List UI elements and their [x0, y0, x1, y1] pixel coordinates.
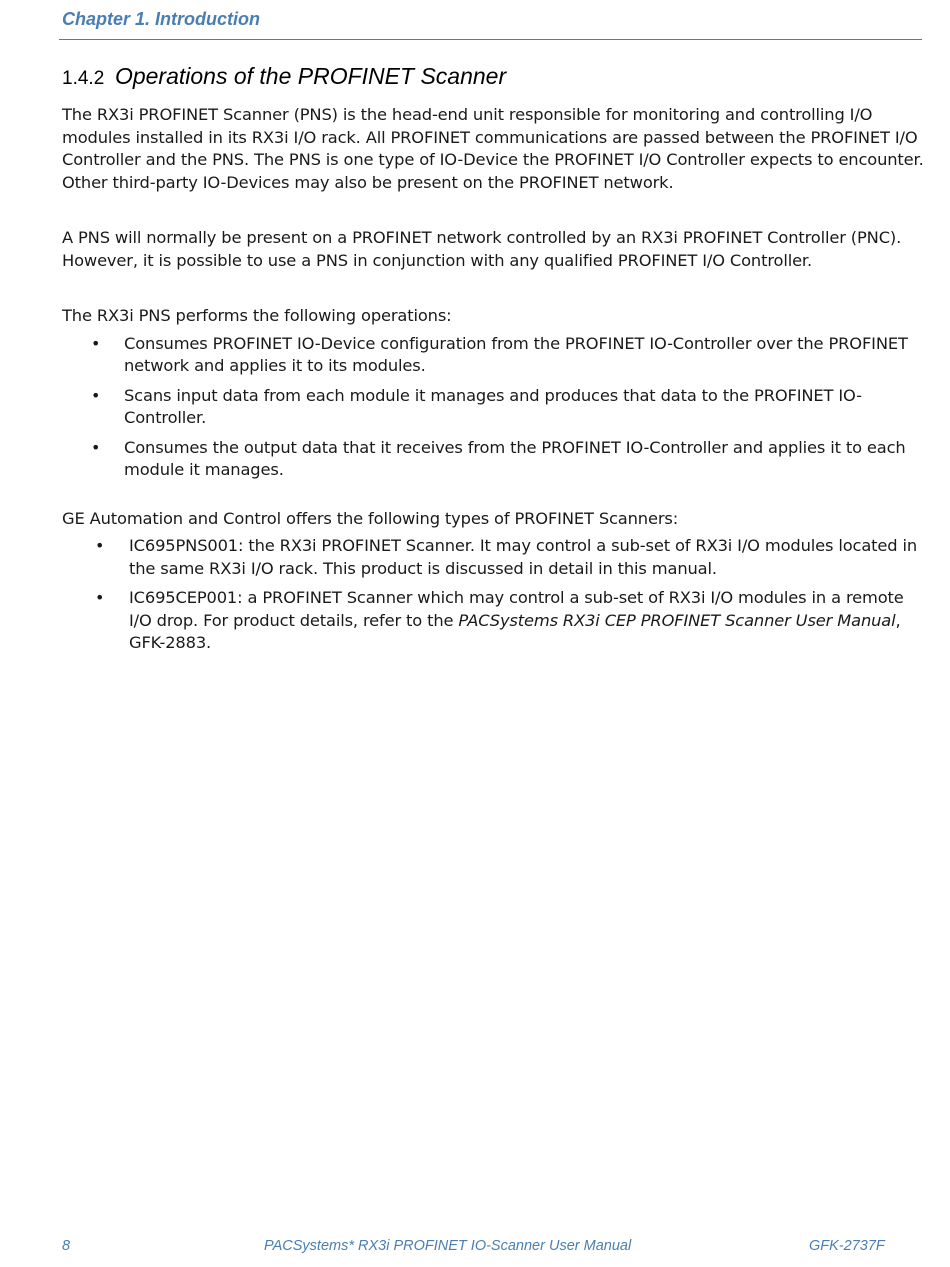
- operations-intro: The RX3i PNS performs the following operations:: [62, 306, 452, 325]
- pnc-paragraph: A PNS will normally be present on a PROFINET network controlled by an RX3i PROFINET Controller (PNC). However, it is possible to use a PNS in conjunction with any qualified PROFINET I/O Controller.: [62, 228, 902, 270]
- operation-text: Consumes PROFINET IO-Device configuration from the PROFINET IO-Controller over the PROFINET network and applies it to its modules.: [124, 333, 908, 375]
- section-heading: [62, 60, 924, 95]
- footer-manual-title: PACSystems* RX3i PROFINET IO-Scanner User Manual: [264, 1238, 632, 1254]
- list-item: [62, 437, 924, 482]
- bullet-icon: •: [91, 437, 101, 457]
- bullet-icon: •: [95, 588, 105, 607]
- manual-reference: PACSystems RX3i CEP PROFINET Scanner User Manual: [458, 610, 896, 630]
- scanner-type-suffix: , GFK-2883.: [129, 610, 901, 652]
- section-title: Operations of the PROFINET Scanner: [114, 63, 507, 89]
- page-content: [62, 60, 924, 662]
- scanner-type-text: IC695PNS001: the RX3i PROFINET Scanner. It may control a sub-set of RX3i I/O modules located in the same RX3i I/O rack. This product is discussed in detail in this manual.: [129, 536, 917, 578]
- list-item: [62, 385, 924, 430]
- footer-page-number: 8: [62, 1238, 71, 1254]
- operation-text: Scans input data from each module it manages and produces that data to the PROFINET IO-Controller.: [124, 385, 862, 427]
- section-number: 1.4.2: [62, 68, 105, 89]
- list-item: [62, 587, 924, 655]
- bullet-icon: •: [91, 385, 101, 405]
- operation-text: Consumes the output data that it receives from the PROFINET IO-Controller and applies it to each module it manages.: [124, 437, 906, 479]
- chapter-header: Chapter 1. Introduction: [62, 9, 260, 29]
- footer-doc-number: GFK-2737F: [809, 1238, 885, 1254]
- scanner-type-text: IC695CEP001: a PROFINET Scanner which may control a sub-set of RX3i I/O modules in a remote I/O drop. For product details, refer to the: [129, 588, 904, 630]
- bullet-icon: •: [95, 536, 105, 555]
- scanner-types-intro: GE Automation and Control offers the following types of PROFINET Scanners:: [62, 508, 679, 528]
- intro-paragraph: The RX3i PROFINET Scanner (PNS) is the head-end unit responsible for monitoring and controlling I/O modules installed in its RX3i I/O rack. All PROFINET communications are passed between the PROFINET I/O Controller and the PNS. The PNS is one type of IO-Device the PROFINET I/O Controller expects to encounter. Other third-party IO-Devices may also be present on the PROFINET network.: [62, 105, 924, 192]
- list-item: [62, 333, 924, 378]
- operations-list: [62, 333, 924, 482]
- bullet-icon: •: [91, 333, 101, 353]
- header-rule: [59, 39, 922, 40]
- list-item: [62, 535, 924, 580]
- scanner-types-list: [62, 535, 924, 655]
